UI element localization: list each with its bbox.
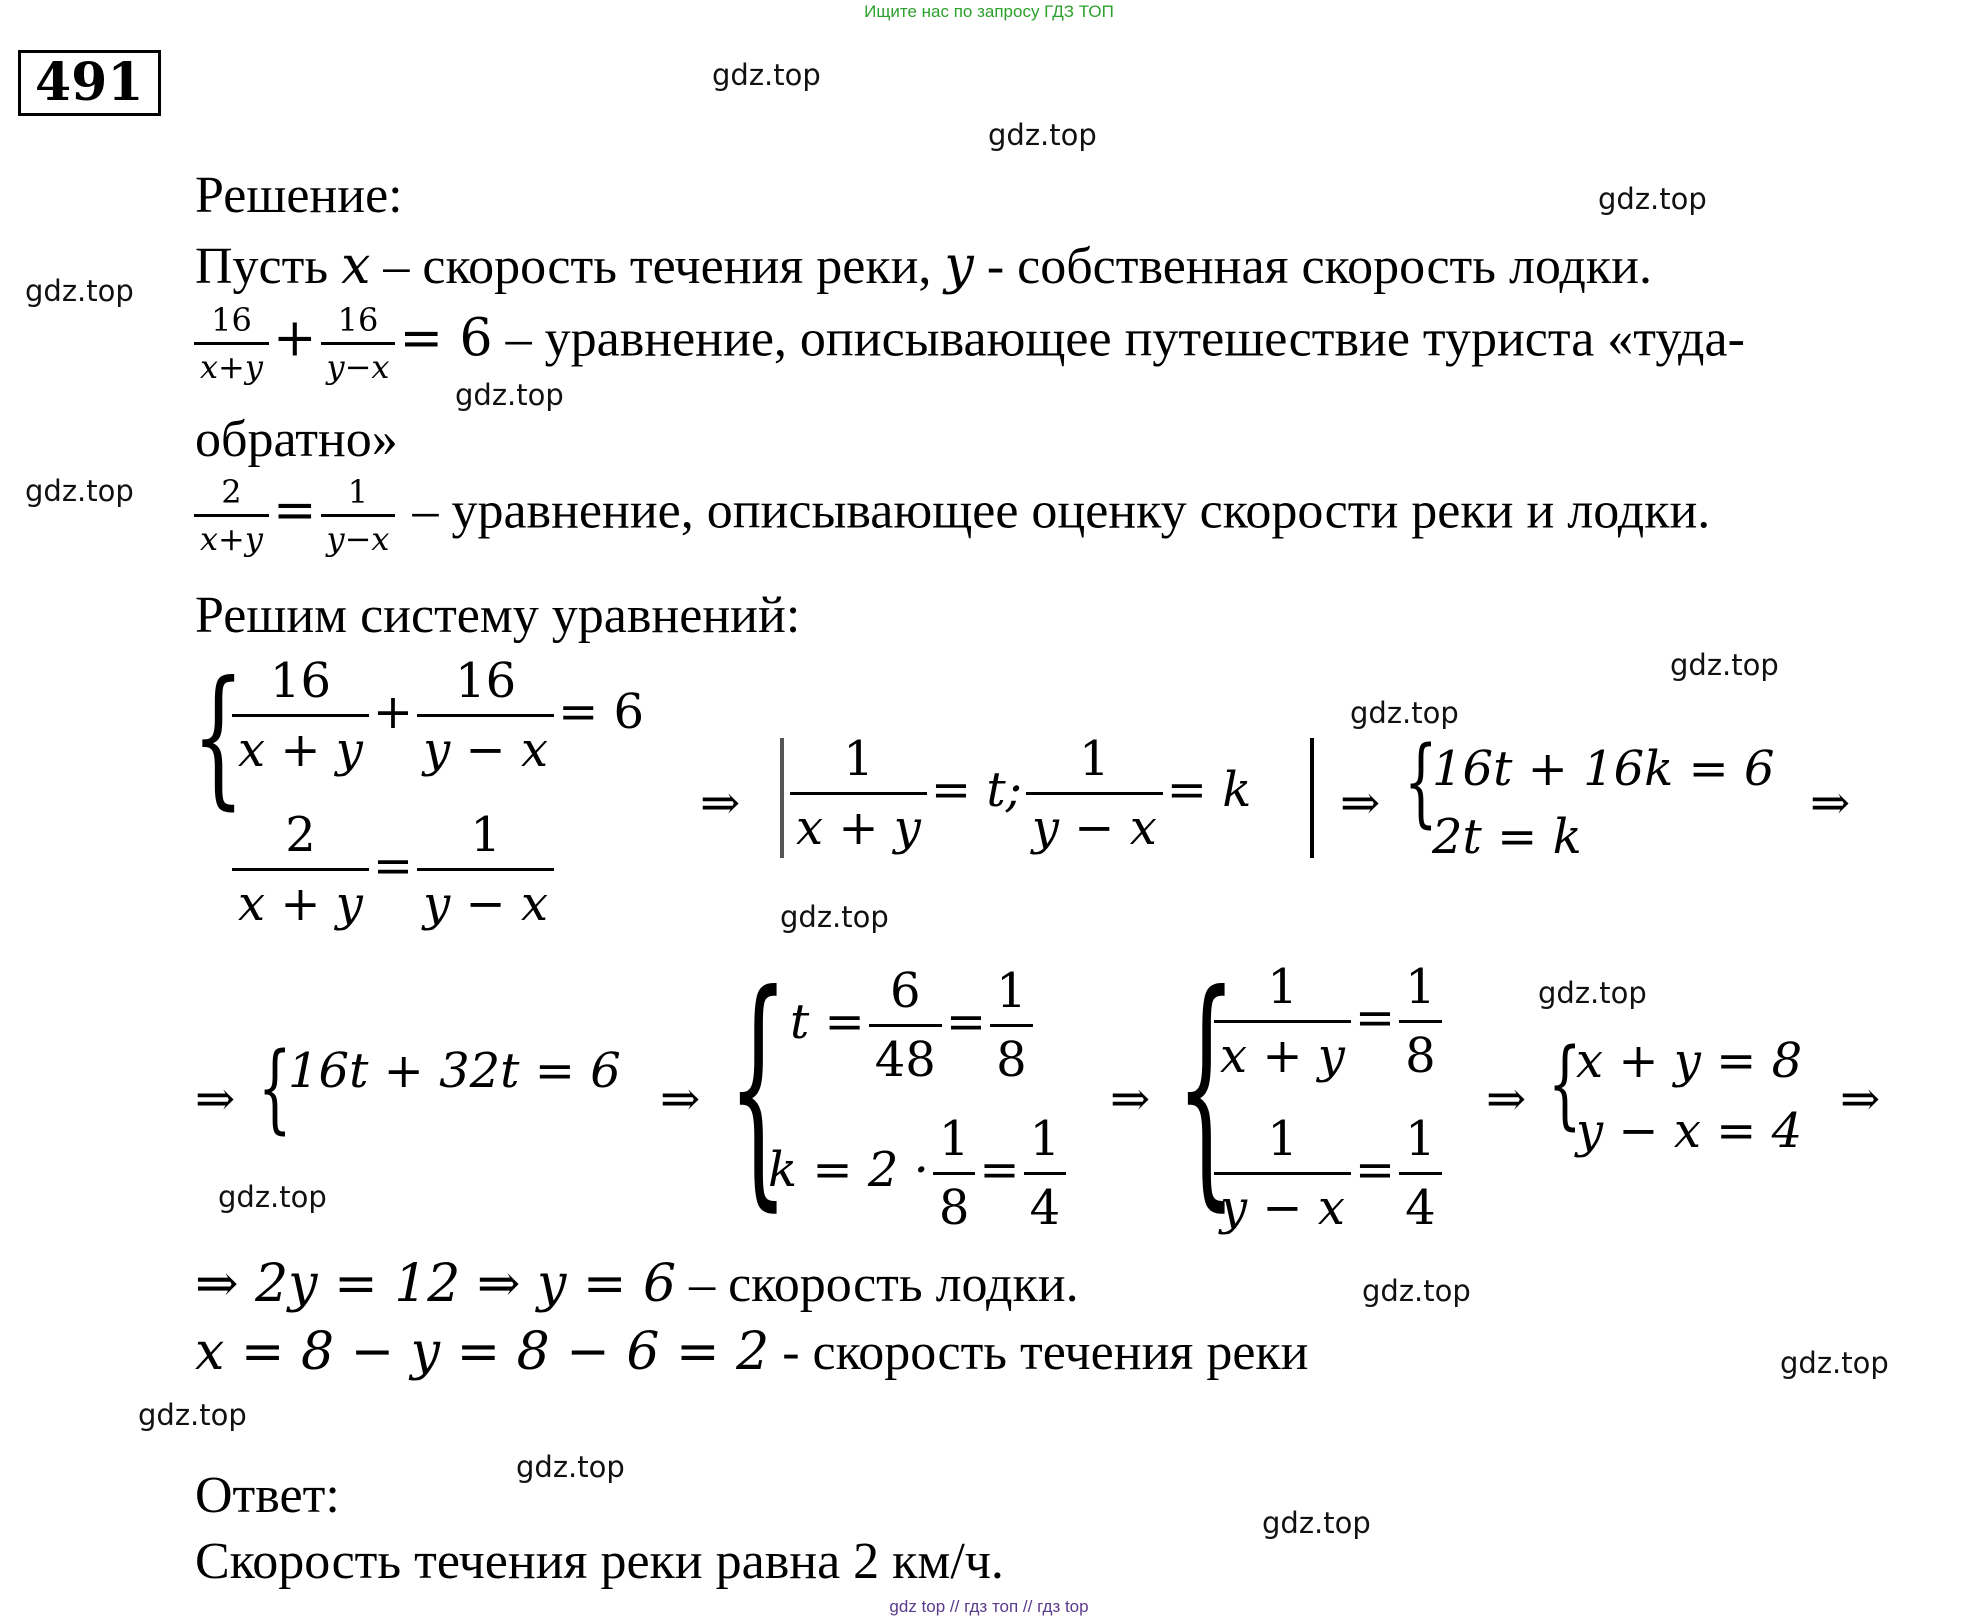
numerator: 1 — [1079, 731, 1110, 787]
equals-t: = t; — [930, 762, 1022, 818]
numerator: 16 — [211, 301, 252, 339]
text-segment: - собственная скорость лодки. — [973, 238, 1652, 295]
denominator: x + y — [232, 868, 369, 935]
watermark: gdz.top — [1350, 696, 1459, 730]
var-x: x — [341, 236, 371, 296]
denominator: 8 — [933, 1172, 976, 1239]
denominator: y−x — [321, 342, 396, 387]
fraction — [194, 472, 269, 559]
left-brace: { — [258, 1032, 292, 1144]
equals-sign: = — [372, 838, 414, 894]
boat-speed-line — [195, 1254, 1079, 1315]
fraction — [1024, 1108, 1067, 1239]
system2-row2: 2t = k — [1432, 809, 1582, 865]
watermark: gdz.top — [988, 118, 1097, 152]
equation-line-speed — [190, 472, 1710, 559]
solve-title: Решим систему уравнений: — [195, 587, 801, 644]
substitution-bar-right — [1310, 738, 1314, 858]
numerator: 16 — [455, 653, 517, 709]
text-segment: – скорость течения реки, — [370, 238, 945, 295]
denominator: x+y — [194, 514, 269, 559]
system1-row1 — [228, 650, 644, 781]
fraction — [232, 804, 369, 935]
denominator: y − x — [1214, 1172, 1351, 1239]
left-brace: { — [192, 650, 245, 824]
answer-title: Ответ: — [195, 1467, 340, 1524]
watermark: gdz.top — [516, 1450, 625, 1484]
system5-row1: x + y = 8 — [1576, 1033, 1803, 1089]
river-speed-line — [195, 1322, 1309, 1383]
left-brace: { — [728, 941, 789, 1232]
numerator: 1 — [1267, 1111, 1298, 1167]
text-segment: – скорость лодки. — [676, 1256, 1079, 1313]
numerator: 1 — [1405, 1111, 1436, 1167]
numerator: 1 — [843, 731, 874, 787]
fraction — [417, 650, 554, 781]
denominator: y − x — [417, 868, 554, 935]
watermark: gdz.top — [138, 1398, 247, 1432]
line-continuation: обратно» — [195, 411, 398, 468]
numerator: 1 — [347, 473, 369, 511]
numerator: 1 — [470, 807, 501, 863]
watermark: gdz.top — [25, 274, 134, 308]
text-segment: – уравнение, описывающее путешествие туриста «туда- — [492, 310, 1745, 368]
left-brace: { — [1176, 941, 1237, 1232]
watermark: gdz.top — [1538, 976, 1647, 1010]
denominator: y−x — [321, 514, 396, 559]
fraction — [869, 960, 942, 1091]
denominator: 48 — [869, 1024, 942, 1091]
system1-row2 — [228, 804, 558, 935]
footer-links: gdz top // гдз топ // гдз top — [889, 1597, 1089, 1616]
numerator: 1 — [938, 1111, 970, 1167]
implies-arrow: ⇒ — [1840, 1071, 1881, 1127]
substitution-bar-left — [780, 738, 784, 858]
equals-k: = k — [1166, 762, 1252, 818]
numerator: 16 — [337, 301, 379, 339]
system4-row2 — [1210, 1108, 1446, 1239]
watermark: gdz.top — [1780, 1346, 1889, 1380]
left-brace: { — [1404, 726, 1438, 838]
equals-value: = 6 — [399, 308, 493, 369]
text-segment: - скорость течения реки — [769, 1324, 1309, 1381]
implies-arrow: ⇒ — [1486, 1071, 1527, 1127]
t-lhs: t = — [790, 994, 865, 1050]
text-segment: Пусть — [195, 238, 342, 295]
equals-sign: = — [1354, 1142, 1396, 1198]
fraction — [1399, 1108, 1442, 1239]
equals-sign: = — [272, 480, 317, 541]
implies-arrow: ⇒ — [1810, 775, 1851, 831]
denominator: x + y — [232, 714, 369, 781]
plus-sign: + — [272, 308, 317, 369]
denominator: 8 — [990, 1024, 1033, 1091]
answer-text: Скорость течения реки равна 2 км/ч. — [195, 1533, 1004, 1590]
equals-sign: = — [945, 994, 987, 1050]
t-value-row — [790, 960, 1037, 1091]
numerator: 2 — [221, 473, 242, 511]
denominator: 8 — [1399, 1020, 1442, 1087]
numerator: 1 — [1405, 959, 1436, 1015]
math-expression: ⇒ 2y = 12 ⇒ y = 6 — [195, 1254, 677, 1314]
watermark: gdz.top — [218, 1180, 327, 1214]
denominator: 4 — [1399, 1172, 1442, 1239]
implies-arrow: ⇒ — [1110, 1071, 1151, 1127]
denominator: y − x — [1026, 792, 1163, 859]
equals-value: = 6 — [558, 684, 645, 740]
system4-row1 — [1210, 956, 1446, 1087]
fraction — [321, 472, 396, 559]
plus-sign: + — [372, 684, 414, 740]
k-lhs: k = 2 · — [768, 1142, 929, 1198]
watermark: gdz.top — [1262, 1506, 1371, 1540]
denominator: 4 — [1024, 1172, 1067, 1239]
implies-arrow: ⇒ — [195, 1071, 236, 1127]
fraction — [1399, 956, 1442, 1087]
fraction — [1026, 728, 1163, 859]
fraction — [417, 804, 554, 935]
text-segment: – уравнение, описывающее оценку скорости реки и лодки. — [399, 482, 1711, 540]
k-value-row — [768, 1108, 1070, 1239]
problem-number: 491 — [18, 50, 161, 116]
fraction — [232, 650, 369, 781]
fraction — [990, 960, 1033, 1091]
var-y: y — [944, 236, 974, 296]
system3-row1: 16t + 32t = 6 — [288, 1043, 621, 1099]
substitution — [786, 728, 1251, 859]
watermark: gdz.top — [455, 378, 564, 412]
numerator: 16 — [269, 653, 331, 709]
solution-title: Решение: — [195, 167, 403, 224]
equation-line-trip — [190, 300, 1745, 387]
top-banner: Ищите нас по запросу ГДЗ ТОП — [864, 2, 1114, 21]
watermark: gdz.top — [1670, 648, 1779, 682]
fraction — [321, 300, 396, 387]
watermark: gdz.top — [1598, 182, 1707, 216]
implies-arrow: ⇒ — [1340, 775, 1381, 831]
fraction — [194, 300, 269, 387]
equals-sign: = — [1354, 990, 1396, 1046]
implies-arrow: ⇒ — [660, 1071, 701, 1127]
denominator: y − x — [417, 714, 554, 781]
watermark: gdz.top — [1362, 1274, 1471, 1308]
system2-row1: 16t + 16k = 6 — [1432, 741, 1775, 797]
denominator: x + y — [790, 792, 927, 859]
left-brace: { — [1548, 1028, 1582, 1140]
denominator: x + y — [1214, 1020, 1351, 1087]
watermark: gdz.top — [780, 900, 889, 934]
fraction — [1214, 1108, 1351, 1239]
watermark: gdz.top — [712, 58, 821, 92]
numerator: 2 — [285, 807, 316, 863]
numerator: 1 — [1267, 959, 1298, 1015]
denominator: x+y — [194, 342, 269, 387]
numerator: 1 — [996, 963, 1027, 1019]
numerator: 1 — [1029, 1111, 1061, 1167]
system5-row2: y − x = 4 — [1576, 1103, 1803, 1159]
implies-arrow: ⇒ — [700, 775, 741, 831]
fraction — [1214, 956, 1351, 1087]
definition-line — [195, 236, 1652, 297]
equals-sign: = — [979, 1142, 1020, 1198]
numerator: 6 — [890, 963, 921, 1019]
math-expression: x = 8 − y = 8 − 6 = 2 — [195, 1322, 770, 1382]
fraction — [790, 728, 927, 859]
watermark: gdz.top — [25, 474, 134, 508]
fraction — [933, 1108, 976, 1239]
